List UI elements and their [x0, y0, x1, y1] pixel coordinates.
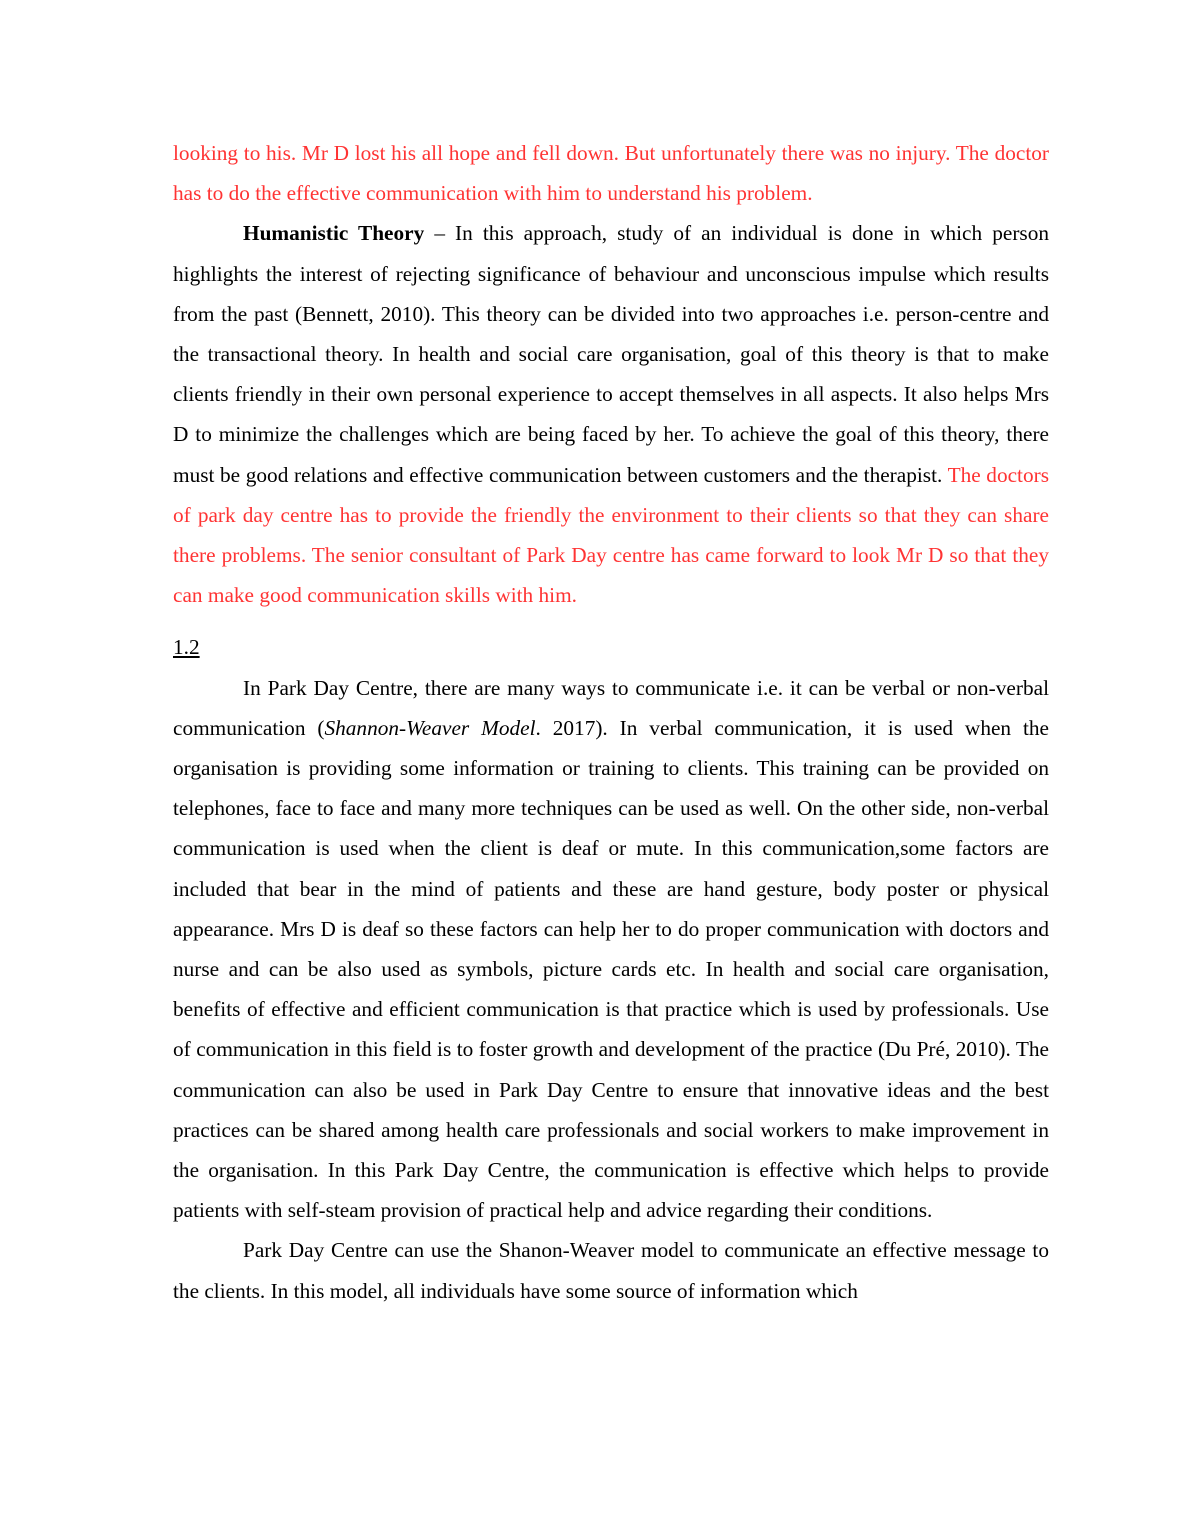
document-page — [173, 133, 1049, 1311]
paragraph-case-continuation — [173, 133, 1049, 213]
section-heading: 1.2 — [173, 635, 200, 660]
shannon-weaver-text: Park Day Centre can use the Shanon-Weaver model to communicate an effective message to the clients. In this model, all individuals have some source of information which — [173, 1238, 1049, 1303]
model-citation: Shannon-Weaver Model — [324, 715, 536, 740]
humanistic-theory-heading: Humanistic Theory — [243, 221, 425, 246]
communication-text-b: . 2017). In verbal communication, it is used when the organisation is providing some information or training to clients. This training can be provided on telephones, face to face and many more techniques can be used as well. On the other side, non-verbal communication is used when the client is deaf or mute. In this communication,some factors are included that bear in the mind of patients and these are hand gesture, body poster or physical appearance. Mrs D is deaf so these factors can help her to do proper communication with doctors and nurse and can be also used as symbols, picture cards etc. In health and social care organisation, benefits of effective and efficient communication is that practice which is used by professionals. Use of communication in this field is to foster growth and development of the practice (Du Pré, 2010). The communication can also be used in Park Day Centre to ensure that innovative ideas and the best practices can be shared among health care professionals and social workers to make improvement in the organisation. In this Park Day Centre, the communication is effective which helps to provide patients with self-steam provision of practical help and advice regarding their conditions. — [173, 715, 1049, 1223]
paragraph-shannon-weaver — [173, 1230, 1049, 1310]
red-highlight-text: looking to his. Mr D lost his all hope and fell down. But unfortunately there was no injury. The doctor has to do the effective communication with him to understand his problem. — [173, 141, 1049, 206]
humanistic-theory-text: – In this approach, study of an individual is done in which person highlights the interest of rejecting significance of behaviour and unconscious impulse which results from the past (Bennett, 2010). This theory can be divided into two approaches i.e. person-centre and the transactional theory. In health and social care organisation, goal of this theory is that to make clients friendly in their own personal experience to accept themselves in all aspects. It also helps Mrs D to minimize the challenges which are being faced by her. To achieve the goal of this theory, there must be good relations and effective communication between customers and the therapist. — [173, 221, 1050, 487]
paragraph-communication-ways — [173, 668, 1049, 1231]
communication-text-a: In Park Day Centre, there are many ways to communicate i.e. it can be verbal or non-verbal communication ( — [173, 675, 1049, 740]
red-highlight-text: The doctors of park day centre has to provide the friendly the environment to their clients so that they can share there problems. The senior consultant of Park Day centre has came forward to look Mr D so that they can make good communication skills with him. — [173, 462, 1049, 608]
paragraph-humanistic-theory — [173, 213, 1049, 615]
